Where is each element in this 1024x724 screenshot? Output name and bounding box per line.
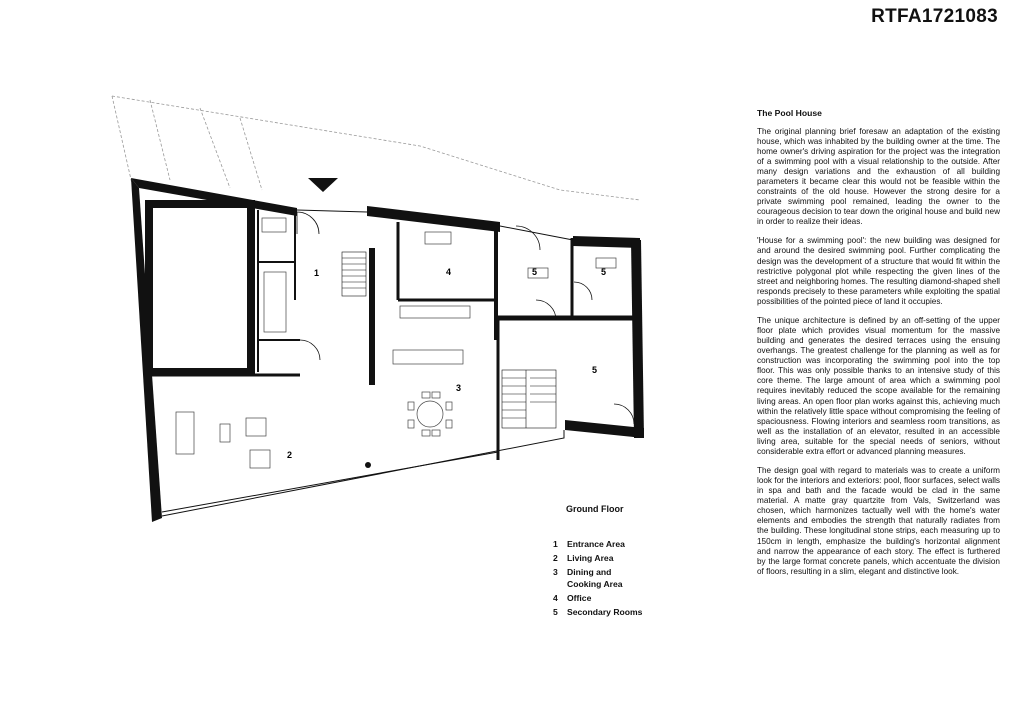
article-paragraph: The design goal with regard to materials was to create a uniform look for the interiors and exteriors: pool, floor surfaces, select walls in spa and bath and the facade would be clad in the same material. A matte gray quartzite from Vals, Switzerland was chosen, which harmonizes tactually well with the home's water elements and embodies the strength that naturally radiates from the building. These longitudinal stone strips, each measuring up to 150cm in length, emphasize the building's horizontal alignment and narrow the appearance of each story. The effect is furthered by the large format concrete panels, which accentuate the division of floors, resulting in a slim, elegant and distinctive look. — [757, 465, 1000, 576]
legend-item — [553, 566, 673, 590]
article-paragraph: The original planning brief foresaw an adaptation of the existing house, which was inhabited by the building owner at the time. The home owner's driving aspiration for the project was the integration of a swimming pool with a visual relationship to the outside. After many design variations and the exhaustion of all building parameters it became clear this would not be feasible within the constraints of the old house. However the strong desire for a private swimming pool remained, leading the owner to the courageous decision to tear down the original house and build new in order to realize their ideas. — [757, 126, 1000, 227]
legend-label: Living Area — [567, 553, 614, 564]
legend-label: Dining and Cooking Area — [567, 567, 623, 590]
legend-label: Entrance Area — [567, 539, 625, 549]
legend-number: 4 — [553, 593, 558, 604]
room-label-living: 2 — [287, 450, 293, 460]
column-dot — [365, 462, 371, 468]
room-label-secondary-b: 5 — [601, 267, 607, 277]
room-legend — [553, 538, 673, 620]
legend-item — [553, 552, 673, 564]
legend-number: 5 — [553, 607, 558, 618]
legend-item — [553, 538, 673, 550]
legend-item — [553, 606, 673, 618]
reference-id: RTFA1721083 — [871, 6, 998, 27]
room-label-secondary-a: 5 — [532, 267, 538, 277]
legend-number: 2 — [553, 553, 558, 564]
room-label-secondary-c: 5 — [592, 365, 598, 375]
article-paragraph: The unique architecture is defined by an off-setting of the upper floor plate which provides visual momentum for the massive building and generates the desired terraces using the ensuing overhangs. The greatest challenge for the planning as well as for construction was incorporating the swimming pool into the top floor. This was only possible thanks to an intensive study of this core theme. The large amount of area which a swimming pool requires inevitably reduced the scope available for the remaining living areas. An open floor plan works against this, achieving much within the relatively little space without compromising the feeling of spaciousness. Flowing interiors and seamless room transitions, as well as the installation of an elevator, resulted in an accessible living area, suitable for the special needs of seniors, without considerable extra effort or advanced planning measures. — [757, 315, 1000, 456]
article-heading: The Pool House — [757, 108, 822, 118]
project-description — [757, 108, 1000, 586]
legend-label: Secondary Rooms — [567, 607, 643, 618]
room-label-dining: 3 — [456, 383, 462, 393]
room-label-entrance: 1 — [314, 268, 320, 278]
entrance-arrow — [308, 178, 338, 192]
legend-number: 1 — [553, 539, 558, 549]
legend-label: Office — [567, 593, 592, 604]
room-label-office: 4 — [446, 267, 452, 277]
pool-block — [149, 204, 251, 372]
legend-item — [553, 592, 673, 604]
article-paragraph: 'House for a swimming pool': the new building was designed for and around the desired swimming pool. Further complicating the design was the development of a structure that would fit within the restrictive polygonal plot while respecting the given lines of the street and neighboring homes. The resulting diamond-shaped shell responds precisely to these parameters while exploiting the spatial possibilities of the pointed piece of land it occupies. — [757, 236, 1000, 306]
legend-number: 3 — [553, 567, 558, 578]
plan-title: Ground Floor — [566, 504, 624, 514]
plot-boundary — [112, 96, 640, 200]
